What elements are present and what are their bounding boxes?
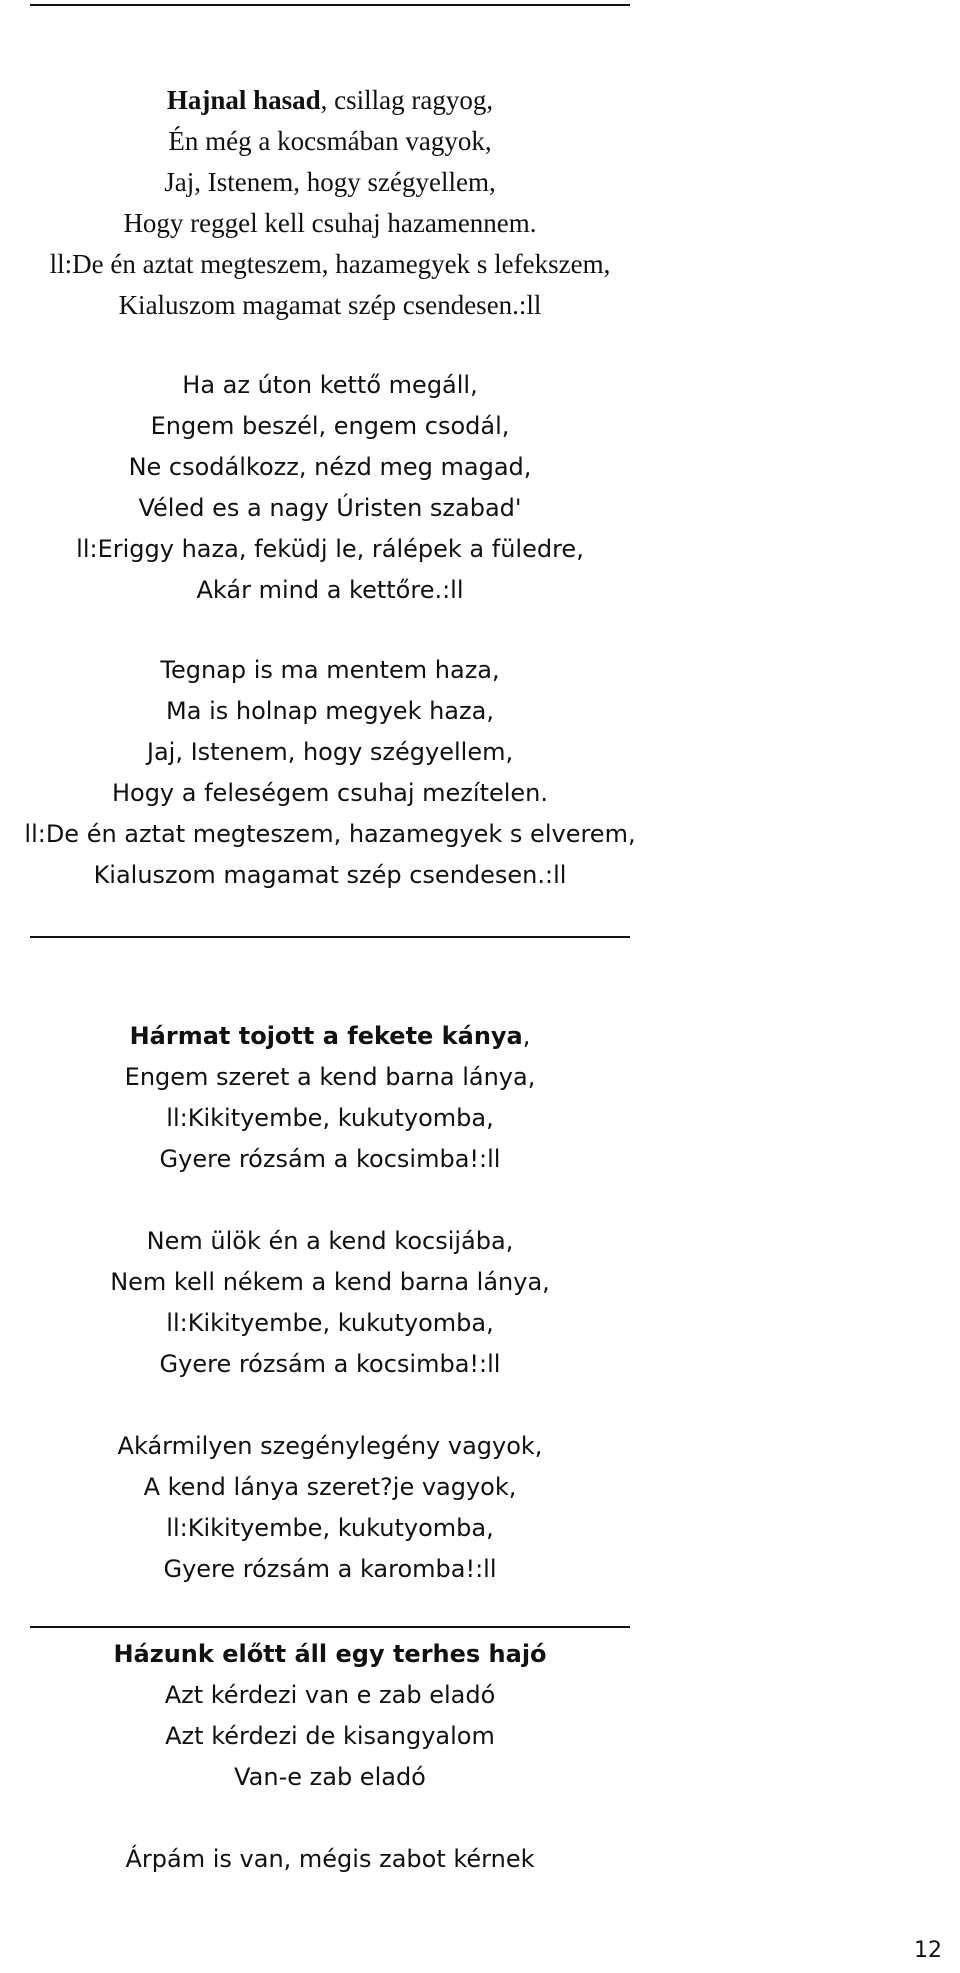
song-divider [30,936,630,938]
verse-line: Kialuszom magamat szép csendesen.:ll [118,290,542,320]
verse-line: ll:Kikityembe, kukutyomba, [166,1514,494,1542]
song2-title: Hármat tojott a fekete kánya [129,1022,523,1050]
song1-title: Hajnal hasad [166,85,321,115]
song2-title-rest: , [522,1022,531,1050]
verse-line: ll:Eriggy haza, feküdj le, rálépek a füledre, [76,535,584,563]
verse-line: Véled es a nagy Úristen szabad' [138,494,522,522]
song-divider [30,1626,630,1628]
song1-stanza3 [0,650,660,896]
verse-line: ll:De én aztat megteszem, hazamegyek s elverem, [24,820,636,848]
song1-stanza1 [0,80,660,326]
verse-line: A kend lánya szeret?je vagyok, [143,1473,517,1501]
verse-line: Én még a kocsmában vagyok, [168,126,492,156]
stanza-gap [0,1385,660,1426]
verse-line: Azt kérdezi de kisangyalom [165,1722,495,1750]
song2 [0,1016,660,1590]
verse-line: Hogy a feleségem csuhaj mezítelen. [111,779,549,807]
verse-line: Tegnap is ma mentem haza, [160,656,500,684]
verse-line: Nem ülök én a kend kocsijába, [146,1227,514,1255]
verse-line: Engem szeret a kend barna lánya, [124,1063,536,1091]
top-divider [30,4,630,6]
page-number: 12 [914,1938,942,1963]
verse-line: ll:De én aztat megteszem, hazamegyek s lefekszem, [49,249,611,279]
stanza-gap [0,1798,660,1839]
song2-first-line [0,1016,660,1057]
song1-stanza2 [0,365,660,611]
verse-line: Hogy reggel kell csuhaj hazamennem. [123,208,537,238]
verse-line: Gyere rózsám a kocsimba!:ll [159,1145,501,1173]
verse-line: Ma is holnap megyek haza, [166,697,494,725]
verse-line: Gyere rózsám a karomba!:ll [163,1555,497,1583]
verse-line: Kialuszom magamat szép csendesen.:ll [93,861,567,889]
song1-first-line [0,80,660,121]
verse-line: Azt kérdezi van e zab eladó [164,1681,496,1709]
verse-line: Jaj, Istenem, hogy szégyellem, [146,738,514,766]
verse-line: Ne csodálkozz, nézd meg magad, [128,453,532,481]
verse-line: ll:Kikityembe, kukutyomba, [166,1309,494,1337]
verse-line: Van-e zab eladó [234,1763,426,1791]
verse-line: Akármilyen szegénylegény vagyok, [117,1432,543,1460]
song3 [0,1634,660,1880]
verse-line: Nem kell nékem a kend barna lánya, [110,1268,550,1296]
verse-line: ll:Kikityembe, kukutyomba, [166,1104,494,1132]
verse-line: Engem beszél, engem csodál, [150,412,510,440]
verse-line: Árpám is van, mégis zabot kérnek [125,1845,535,1873]
song3-title: Házunk előtt áll egy terhes hajó [113,1640,547,1668]
verse-line: Gyere rózsám a kocsimba!:ll [159,1350,501,1378]
song1-title-rest: , csillag ragyog, [320,85,494,115]
verse-line: Jaj, Istenem, hogy szégyellem, [164,167,496,197]
stanza-gap [0,1180,660,1221]
verse-line: Ha az úton kettő megáll, [182,371,478,399]
verse-line: Akár mind a kettőre.:ll [196,576,464,604]
